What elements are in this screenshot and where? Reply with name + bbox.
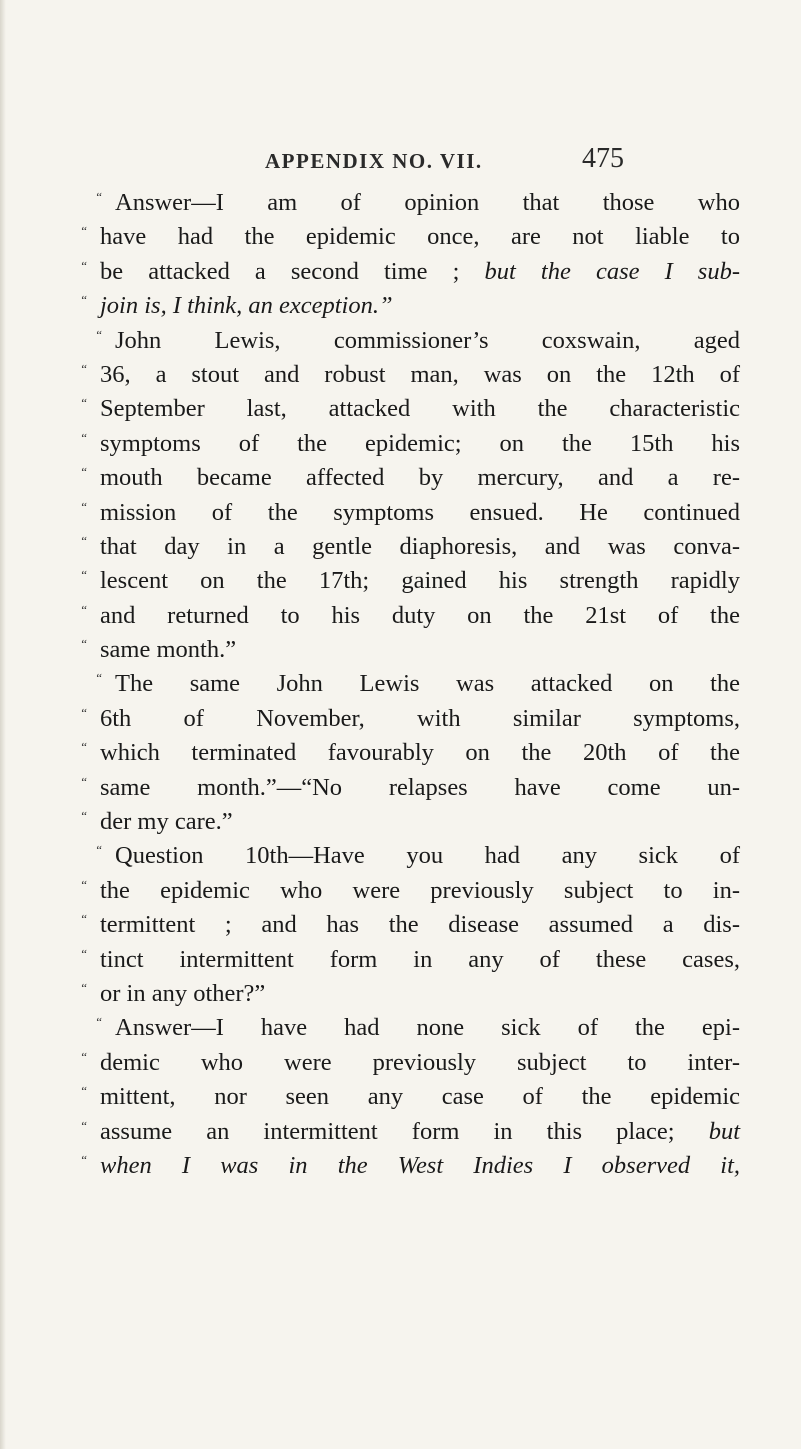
text-line [80,392,740,426]
line-text [100,736,740,770]
text-line [80,977,740,1011]
quote-mark: “ [80,704,88,720]
quote-mark: “ [80,945,88,961]
quote-mark: “ [80,739,88,755]
quote-mark: “ [80,911,88,927]
quote-mark: “ [80,223,88,239]
page-header [0,143,801,183]
quote-mark: “ [95,326,103,342]
quote-mark: “ [80,1083,88,1099]
text-line [80,564,740,598]
quote-mark: “ [80,773,88,789]
quote-mark: “ [80,1048,88,1064]
text-line [80,736,740,770]
quote-mark: “ [80,1117,88,1133]
quote-mark: “ [95,1014,103,1030]
italic-segment: but [708,1117,740,1145]
text-segment: that day in a gentle diaphoresis, and was conva- [100,532,740,560]
line-text [115,667,740,701]
text-line [80,255,740,289]
text-line [80,839,740,873]
text-line [80,1149,740,1183]
quote-mark: “ [80,876,88,892]
text-line [80,667,740,701]
text-segment: assume an intermittent form in this place; [100,1117,709,1145]
line-text [100,289,740,323]
line-text [115,324,740,358]
text-segment: termittent ; and has the disease assumed a dis- [100,911,740,939]
text-segment: Answer—I am of opinion that those who [115,189,740,216]
text-segment: 6th of November, with similar symptoms, [100,704,740,732]
italic-segment: when I was in the West Indies I observed it, [100,1151,740,1179]
quote-mark: “ [80,1151,88,1167]
body-text [80,186,740,1183]
text-line [80,1080,740,1114]
text-segment: mittent, nor seen any case of the epidemic [100,1083,740,1111]
quote-mark: “ [95,189,103,204]
text-segment: mouth became affected by mercury, and a re- [100,464,740,492]
text-line [80,220,740,254]
line-text [100,392,740,426]
text-segment: demic who were previously subject to inter- [100,1048,740,1076]
line-text [100,908,740,942]
line-text [100,255,740,289]
text-segment: 36, a stout and robust man, was on the 12th of [100,360,740,388]
line-text [100,874,740,908]
quote-mark: “ [80,395,88,411]
text-line [80,702,740,736]
quote-mark: “ [80,360,88,376]
line-text [100,599,740,633]
text-line [80,908,740,942]
quote-mark: “ [80,808,88,824]
text-segment: or in any other?” [100,979,266,1007]
text-line [80,324,740,358]
text-segment: John Lewis, commissioner’s coxswain, aged [115,326,740,354]
text-line [80,530,740,564]
line-text [100,1046,740,1080]
text-segment: same month.”—“No relapses have come un- [100,773,740,801]
italic-segment: but the case I sub- [484,257,741,285]
running-head: APPENDIX NO. VII. [265,149,483,173]
text-line [80,496,740,530]
text-segment: September last, attacked with the characteristic [100,395,740,423]
line-text [100,461,740,495]
quote-mark: “ [95,670,103,686]
quote-mark: “ [80,498,88,514]
line-text [100,358,740,392]
text-line [80,1011,740,1045]
text-segment: mission of the symptoms ensued. He continued [100,498,740,526]
text-segment: Question 10th—Have you had any sick of [115,842,740,870]
quote-mark: “ [80,636,88,652]
line-text [100,633,740,667]
text-line [80,943,740,977]
page-edge [0,0,6,1449]
quote-mark: “ [95,842,103,858]
text-segment: and returned to his duty on the 21st of the [100,601,740,629]
line-text [100,1115,740,1149]
text-segment: Answer—I have had none sick of the epi- [115,1014,740,1042]
quote-mark: “ [80,464,88,480]
line-text [100,530,740,564]
text-segment: have had the epidemic once, are not liable to [100,223,740,251]
line-text [100,564,740,598]
text-line [80,358,740,392]
quote-mark: “ [80,532,88,548]
text-segment: The same John Lewis was attacked on the [115,670,740,698]
text-line [80,771,740,805]
quote-mark: “ [80,601,88,617]
line-text [100,427,740,461]
text-segment: the epidemic who were previously subject to in- [100,876,740,904]
line-text [100,702,740,736]
line-text [100,771,740,805]
line-text [115,839,740,873]
text-line [80,1046,740,1080]
line-text [100,805,740,839]
text-segment: which terminated favourably on the 20th of the [100,739,740,767]
text-line [80,599,740,633]
line-text [100,496,740,530]
quote-mark: “ [80,292,88,308]
text-segment: der my care.” [100,808,233,836]
text-line [80,186,740,220]
text-segment: tinct intermittent form in any of these cases, [100,945,740,973]
text-line [80,427,740,461]
text-line [80,874,740,908]
line-text [115,1011,740,1045]
line-text [100,1149,740,1183]
quote-mark: “ [80,257,88,273]
text-segment: symptoms of the epidemic; on the 15th his [100,429,740,457]
quote-mark: “ [80,429,88,445]
text-line [80,461,740,495]
page-number: 475 [582,143,624,174]
quote-mark: “ [80,567,88,583]
text-line [80,633,740,667]
italic-segment: join is, I think, an exception.” [100,292,393,320]
line-text [115,186,740,220]
quote-mark: “ [80,979,88,995]
text-line [80,805,740,839]
line-text [100,943,740,977]
line-text [100,1080,740,1114]
text-line [80,289,740,323]
line-text [100,220,740,254]
text-segment: lescent on the 17th; gained his strength rapidly [100,567,740,595]
text-line [80,1115,740,1149]
text-segment: same month.” [100,636,237,664]
line-text [100,977,740,1011]
text-segment: be attacked a second time ; [100,257,485,285]
